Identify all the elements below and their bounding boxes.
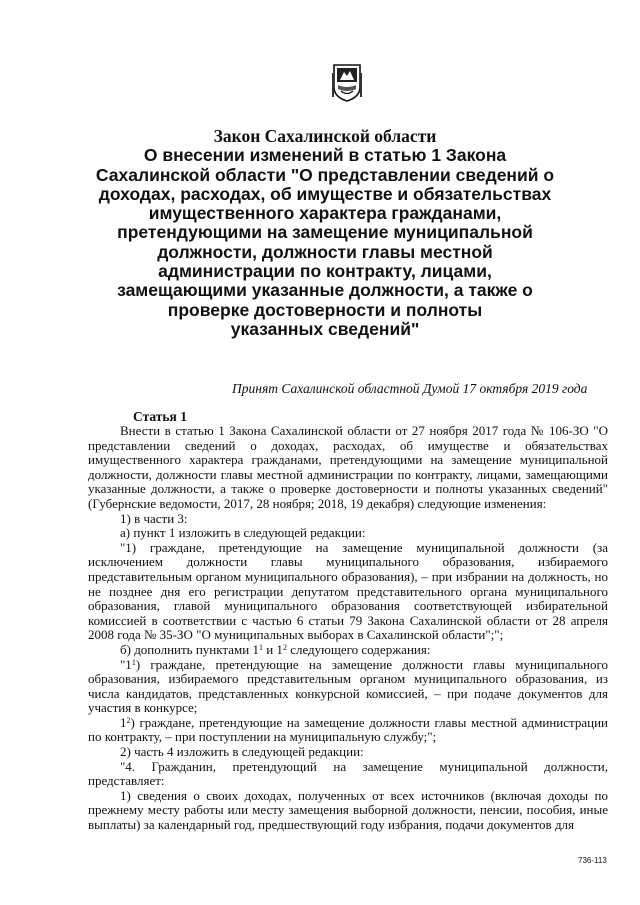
title-line: указанных сведений" [230,318,420,339]
paragraph: Внести в статью 1 Закона Сахалинской области от 27 ноября 2017 года № 106-ЗО "О представлении сведений о доходах, расходах, об имуществе и обязательствах имущественного характера гражданами, претендующими на замещение муниципальной должности, должности главы местной администрации по контракту, лицами, замещающими указанные должности, а также о проверке достоверности и полноты указанных сведений" (Губернские ведомости, 2017, 28 ноября; 2018, 19 декабря) следующие изменения: [88,423,608,511]
paragraph: 1) сведения о своих доходах, полученных от всех источников (включая доходы по прежнему месту работы или месту замещения выборной должности, пенсии, пособия, иные выплаты) за календарный год, предшествующий году избрания, подачи документов для [88,787,608,833]
document-code: 736-113 [578,856,607,865]
title-line: имущественного характера гражданами, [148,203,502,224]
superscript: 2 [282,642,287,652]
title-line: претендующими на замещение муниципальной [117,222,533,243]
title-line: Сахалинской области "О представлении сведений о [95,164,555,185]
superscript: 1 [258,642,263,652]
paragraph-text: "1 [120,656,132,672]
paragraph: 2) часть 4 изложить в следующей редакции: [120,744,364,760]
paragraph-text: следующего содержания: [286,641,431,657]
paragraph [88,658,608,716]
paragraph-text: ) граждане, претендующие на замещение должности главы местной администрации по контракту, – при поступлении на муниципальную службу;"; [88,714,608,745]
paragraph-text: ) граждане, претендующие на замещение должности главы муниципального образования, избираемого представительным органом муниципального образования, из числа кандидатов, представленных конкурсной комиссией, – при подаче документов для участия в конкурсе; [88,656,608,716]
superscript: 2 [126,715,131,725]
title-line: замещающими указанные должности, а также о [117,280,533,301]
paragraph-text: и 1 [262,641,283,657]
article-heading: Статья 1 [133,409,187,424]
paragraph [88,643,608,658]
title-line: должности, должности главы местной [157,241,493,262]
adoption-note: Принят Сахалинской областной Думой 17 октября 2019 года [232,381,588,396]
title-line: доходах, расходах, об имуществе и обязательствах [98,183,552,204]
paragraph: "4. Гражданин, претендующий на замещение муниципальной должности, представляет: [88,758,608,789]
title-line: проверке достоверности и полноты [167,299,483,320]
paragraph-text: 1 [120,714,127,730]
coat-of-arms-emblem [331,61,363,103]
superscript: 1 [131,657,136,667]
title-line: администрации по контракту, лицами, [158,261,492,282]
paragraph: а) пункт 1 изложить в следующей редакции: [120,525,366,541]
paragraph [88,716,608,745]
paragraph-text: б) дополнить пунктами 1 [120,641,259,657]
document-title [80,127,570,339]
paragraph: 1) в части 3: [120,510,188,526]
paragraph: "1) граждане, претендующие на замещение муниципальной должности (за исключением должности главы муниципального образования, избираемого представительным органом муниципального образования), – при избрании на должность, но не позднее дня его регистрации депутатом представительного органа муниципального образования, главой муниципального образования соответствующей избирательной комиссией в соответствии с частью 6 статьи 79 Закона Сахалинской области от 28 апреля 2008 года № 35-ЗО "О муниципальных выборах в Сахалинской области";"; [88,539,608,643]
title-line: О внесении изменений в статью 1 Закона [143,145,507,166]
document-body [88,424,608,833]
title-line: Закон Сахалинской области [213,126,437,146]
